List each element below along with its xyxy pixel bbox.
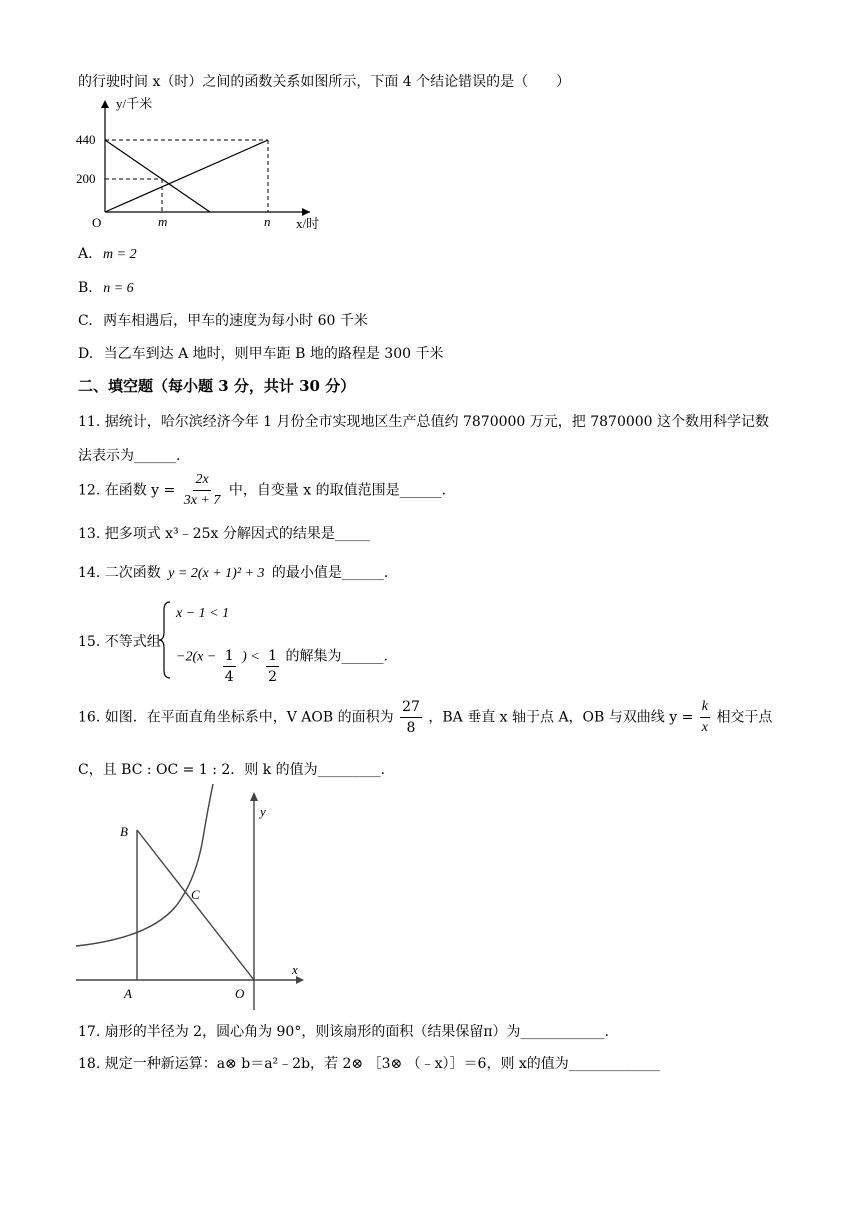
q15-frac2 (266, 646, 279, 687)
q12-suffix: 中，自变量 x 的取值范围是______. (228, 482, 447, 499)
q15-brace (158, 600, 172, 680)
q15-frac2-den: 2 (268, 669, 278, 685)
x-axis-arrow (296, 976, 304, 984)
q16-part3: 相交于点 (716, 709, 773, 726)
x-axis-arrow (302, 208, 310, 216)
q15-suffix: 的解集为______. (285, 648, 388, 665)
x-axis-label: x (292, 962, 298, 977)
y-axis-arrow (101, 100, 109, 108)
q13: 13. 把多项式 x³﹣25x 分解因式的结果是_____ (78, 526, 370, 542)
segment-bo (137, 830, 254, 980)
point-o-label: O (235, 986, 245, 1001)
tick-n: n (264, 214, 271, 229)
hyperbola-curve (76, 784, 213, 946)
q18: 18. 规定一种新运算：a⊗ b＝a²﹣2b，若 2⊗ ［3⊗ （﹣x）］＝6，则 x的值为_____________ (78, 1056, 660, 1072)
point-b-label: B (120, 824, 128, 839)
q16-part2: ，BA 垂直 x 轴于点 A，OB 与双曲线 y = (428, 709, 694, 726)
x-axis-label: x/时 (296, 216, 320, 231)
section-title: 二、填空题（每小题 3 分，共计 30 分） (78, 377, 356, 395)
option-a-letter: A. (78, 246, 93, 262)
q14-formula: y = 2(x + 1)² + 3 (168, 566, 265, 581)
q15-prefix: 15. 不等式组 (78, 634, 161, 650)
q12 (78, 470, 446, 511)
q15-frac1-den: 4 (224, 669, 234, 685)
q12-numerator: 2x (193, 470, 210, 491)
option-d-letter: D. (78, 346, 94, 362)
q14 (78, 563, 388, 584)
q17: 17. 扇形的半径为 2，圆心角为 90°，则该扇形的面积（结果保留π）为____________. (78, 1024, 609, 1040)
option-b-text: n = 6 (103, 281, 134, 296)
q15-frac1 (223, 646, 236, 687)
q12-fraction (182, 470, 223, 511)
option-c-letter: C. (78, 313, 93, 329)
q15-row2-a: −2(x − (176, 649, 217, 665)
q11-line2: 法表示为______. (78, 448, 181, 464)
hyperbola-triangle-graph (0, 788, 340, 1016)
q10-stem: 的行驶时间 x（时）之间的函数关系如图所示，下面 4 个结论错误的是（ ） (78, 74, 571, 90)
option-d (78, 344, 443, 364)
option-c (78, 311, 368, 331)
q16-line1 (78, 697, 772, 738)
q16-part1: 16. 如图．在平面直角坐标系中，V AOB 的面积为 (78, 709, 394, 726)
option-d-text: 当乙车到达 A 地时，则甲车距 B 地的路程是 300 千米 (103, 346, 444, 362)
line-increasing (105, 140, 268, 212)
q15-frac2-num: 1 (266, 646, 279, 667)
option-b-letter: B. (78, 280, 93, 296)
distance-time-graph (70, 96, 330, 236)
q16-frac2-den: x (701, 720, 708, 735)
origin-label: O (92, 215, 102, 230)
q16-frac-den: 8 (406, 720, 416, 736)
q14-suffix: 的最小值是______. (271, 565, 389, 581)
q16-frac2-num: k (700, 697, 710, 718)
point-c-label: C (191, 887, 200, 902)
q16-frac-hyperbola (700, 697, 710, 738)
q15-row2 (176, 636, 388, 685)
point-a-label: A (124, 986, 132, 1001)
y-axis-label: y (260, 804, 266, 819)
y-axis-arrow (250, 792, 258, 801)
q15-row2-b: ) < (242, 649, 260, 665)
q15-frac1-num: 1 (223, 646, 236, 667)
line-decreasing (105, 140, 210, 212)
y-axis-label: y/千米 (116, 96, 153, 111)
q11-line1: 11. 据统计，哈尔滨经济今年 1 月份全市实现地区生产总值约 7870000 万元，把 7870000 这个数用科学记数 (78, 414, 770, 430)
q16-line2: C，且 BC : OC = 1 : 2．则 k 的值为_________. (78, 762, 386, 778)
q16-frac-num: 27 (400, 697, 422, 718)
q15-row1: x − 1 < 1 (176, 606, 230, 621)
q12-prefix: 12. 在函数 y = (78, 482, 176, 499)
tick-440: 440 (76, 132, 96, 147)
q16-frac-area (400, 697, 422, 738)
tick-200: 200 (76, 171, 96, 186)
q14-prefix: 14. 二次函数 (78, 565, 161, 581)
option-a (78, 244, 137, 265)
option-c-text: 两车相遇后，甲车的速度为每小时 60 千米 (103, 313, 368, 329)
q12-denominator: 3x + 7 (183, 493, 221, 508)
option-a-text: m = 2 (103, 247, 137, 262)
tick-m: m (158, 214, 168, 229)
option-b (78, 278, 134, 299)
